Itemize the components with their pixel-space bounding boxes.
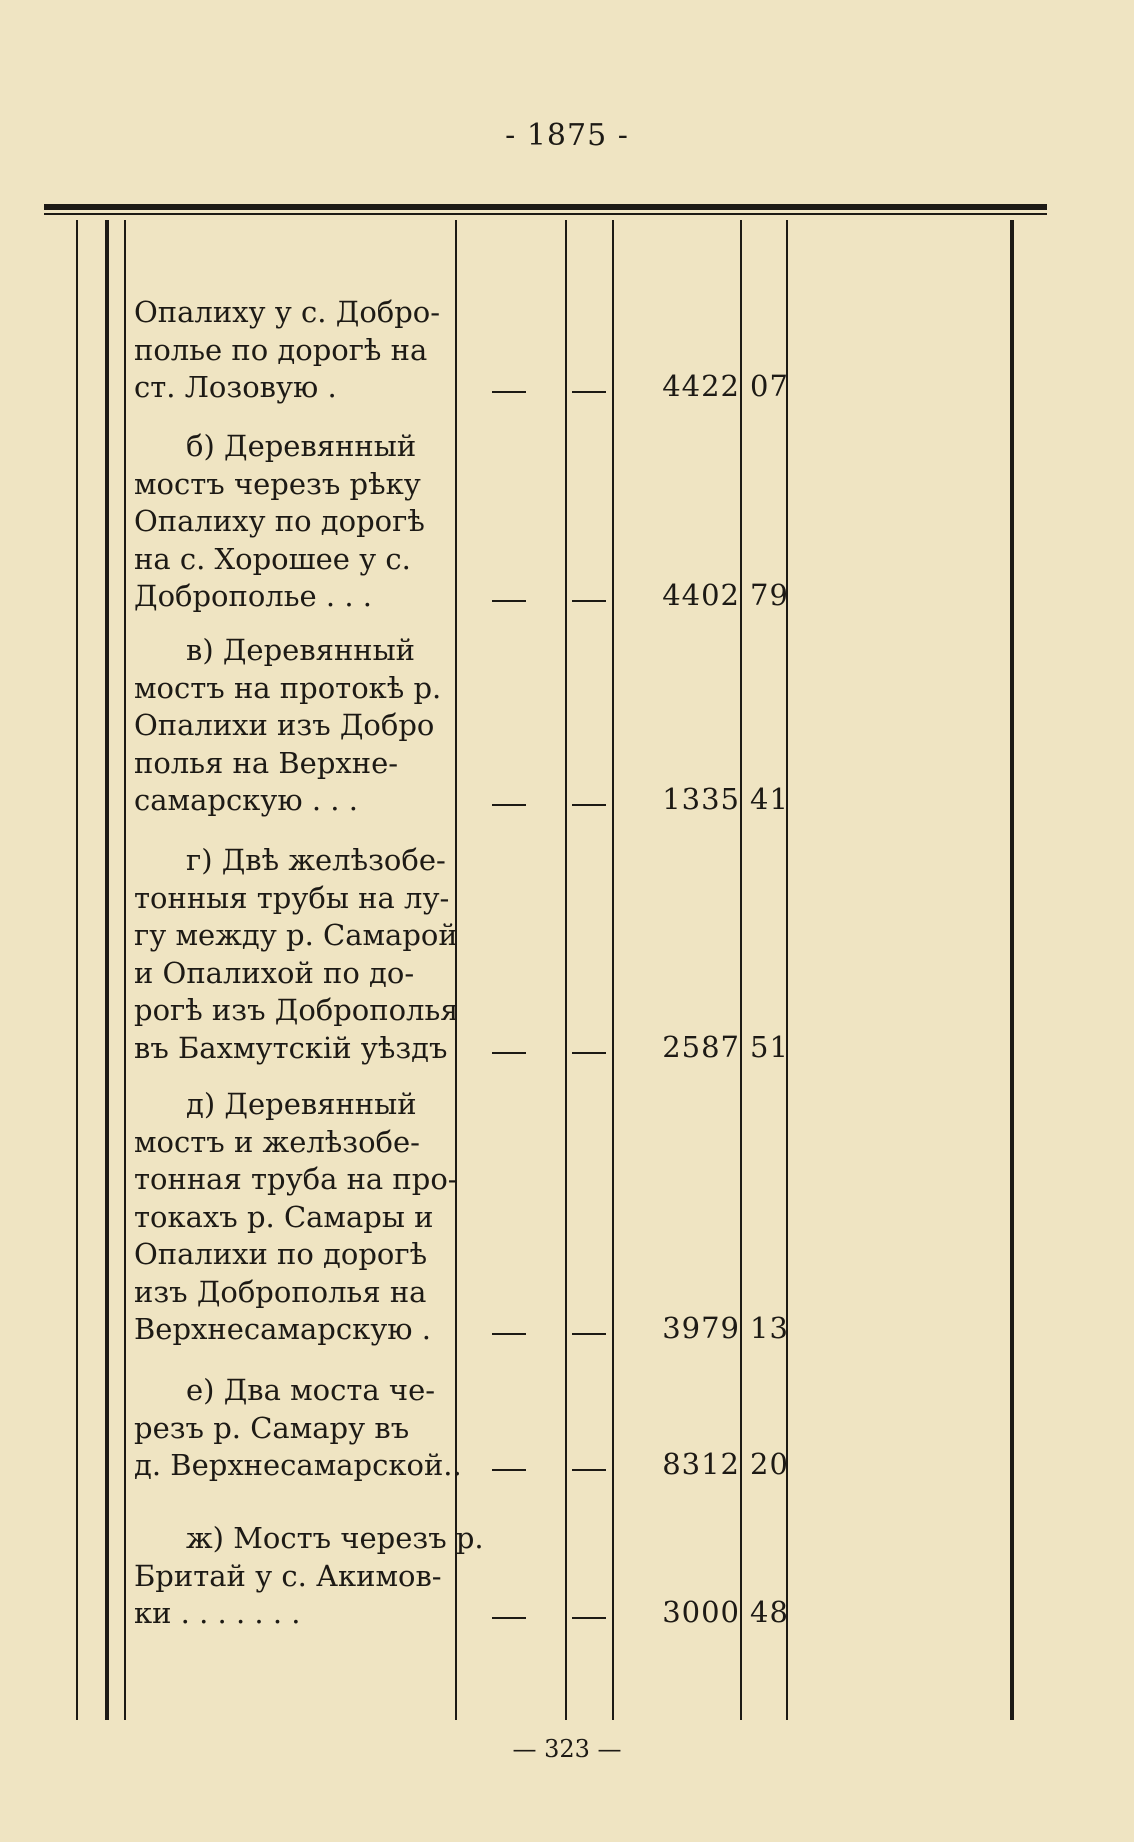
entry-line [134,503,450,541]
empty-cell-dash [492,1469,526,1471]
entry-line-text: полье по дорогѣ на [134,332,428,367]
entry-line-text: мостъ и желѣзобе- [134,1124,420,1159]
amount-rubles: 4402 [662,578,740,612]
entry-line [134,1161,458,1199]
empty-cell-dash [492,1052,526,1054]
entry-line [134,1595,450,1633]
entry-line [134,1199,450,1237]
entry-line-text: Опалихи по дорогѣ [134,1237,428,1271]
entry-line-text: на с. Хорошее у с. [134,541,411,576]
column-rule [786,220,788,1720]
entry-line [134,1086,450,1124]
entry-line-text: мостъ на протокѣ р. [134,670,442,705]
entry-line-text: ки . . . . . . . [134,1596,301,1630]
entry-line [134,782,450,820]
entry-line-text: токахъ р. Самары и [134,1199,434,1234]
empty-cell-dash [492,600,526,602]
entry-line-text: изъ Доброполья на [134,1274,427,1309]
entry-line-text: гу между р. Самарой [134,918,458,952]
empty-cell-dash [572,1469,606,1471]
entry-line-text: полья на Верхне- [134,745,399,780]
entry-line-text: Опалихи изъ Добро [134,708,435,742]
amount-kopecks: 13 [750,1311,789,1345]
entry-line-text: Верхнесамарскую . [134,1312,431,1346]
entry-line-text: г) Двѣ желѣзобе- [186,843,446,877]
entry-line [134,707,450,745]
entry-line [134,632,450,670]
entry-line-text: е) Два моста че- [186,1373,436,1407]
entry-line-text: рогѣ изъ Доброполья [134,993,459,1027]
column-rule [740,220,742,1720]
entry-line [134,294,450,332]
entry-line [134,917,458,955]
entry-description [134,842,459,1067]
amount-kopecks: 41 [750,782,789,816]
entry-line-text: резъ р. Самару въ [134,1410,410,1445]
entry-line [134,1372,450,1410]
page-header: - 1875 - [505,118,629,153]
amount-kopecks: 79 [750,578,789,612]
column-rule [565,220,567,1720]
empty-cell-dash [572,600,606,602]
column-rule [1010,220,1014,1720]
entry-line-text: Доброполье . . . [134,579,372,613]
entry-line-text: Бритай у с. Акимов- [134,1558,442,1593]
top-rule-thin [44,213,1047,215]
entry-line-text: въ Бахмутскій уѣздъ [134,1030,448,1065]
amount-kopecks: 20 [750,1447,789,1481]
entry-line-text: б) Деревянный [186,429,417,463]
entry-line-text: мостъ черезъ рѣку [134,466,421,501]
entry-line [134,880,450,918]
entry-line-text: в) Деревянный [186,633,416,667]
entry-line [134,1558,450,1596]
amount-rubles: 3000 [662,1595,740,1629]
entry-line-text: д) Деревянный [186,1087,417,1121]
amount-rubles: 1335 [662,782,740,816]
entry-line [134,541,450,579]
entry-description [134,1520,484,1633]
top-rule-thick [44,204,1047,210]
amount-rubles: 3979 [662,1311,740,1345]
entry-line [134,955,450,993]
entry-line [134,428,450,466]
amount-kopecks: 48 [750,1595,789,1629]
entry-line-text: Опалиху по дорогѣ [134,504,425,538]
empty-cell-dash [492,1333,526,1335]
empty-cell-dash [572,1052,606,1054]
entry-line [134,578,450,616]
entry-line [134,1520,484,1558]
entry-description [134,632,450,820]
entry-line-text: и Опалихой по до- [134,955,415,990]
entry-line [134,745,450,783]
column-rule [455,220,457,1720]
empty-cell-dash [572,391,606,393]
column-rule [76,220,78,1720]
amount-rubles: 2587 [662,1029,740,1064]
entry-line [134,466,450,504]
entry-line [134,1030,450,1068]
empty-cell-dash [572,1333,606,1335]
column-rule [612,220,614,1720]
entry-line-text: тонныя трубы на лу- [134,880,450,915]
column-rule [124,220,126,1720]
empty-cell-dash [572,1617,606,1619]
entry-line [134,1124,450,1162]
empty-cell-dash [492,391,526,393]
entry-line [134,1447,462,1485]
entry-line-text: Опалиху у с. Добро- [134,295,441,329]
entry-line [134,369,450,407]
entry-line-text: д. Верхнесамарской.. [134,1448,462,1482]
amount-kopecks: 07 [750,369,789,403]
entry-description [134,1372,462,1485]
amount-rubles: 8312 [662,1447,740,1481]
entry-line-text: ж) Мостъ черезъ р. [186,1521,484,1555]
entry-line [134,992,459,1030]
entry-line [134,842,450,880]
entry-line-text: самарскую . . . [134,783,358,817]
entry-line [134,1274,450,1312]
amount-rubles: 4422 [662,369,740,403]
entry-line [134,1410,450,1448]
empty-cell-dash [572,804,606,806]
entry-description [134,1086,458,1349]
entry-line [134,332,450,370]
empty-cell-dash [492,1617,526,1619]
entry-line [134,670,450,708]
entry-description [134,294,450,407]
entry-line-text: ст. Лозовую . [134,370,337,404]
entry-line [134,1236,450,1274]
amount-kopecks: 51 [750,1029,789,1064]
column-rule [105,220,109,1720]
entry-description [134,428,450,616]
empty-cell-dash [492,804,526,806]
entry-line [134,1311,450,1349]
entry-line-text: тонная труба на про- [134,1162,458,1196]
page-footer: — 323 — [512,1735,622,1763]
